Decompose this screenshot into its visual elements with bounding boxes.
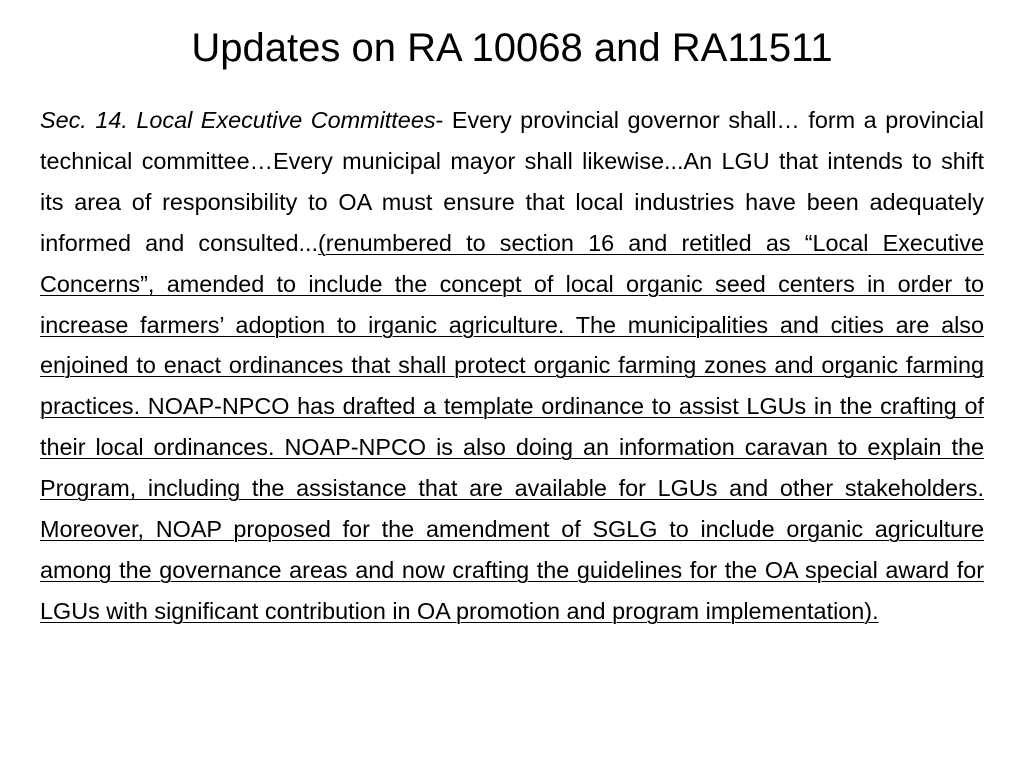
slide-body-paragraph [40,100,984,632]
slide-title: Updates on RA 10068 and RA11511 [191,26,833,70]
section-heading: Sec. 14. Local Executive Committees [40,107,436,133]
amendment-text: (renumbered to section 16 and retitled as “Local Executive Concerns”, amended to include the concept of local organic seed centers in order to increase farmers’ adoption to irganic agriculture. The municipalities and cities are also enjoined to enact ordinances that shall protect organic farming zones and organic farming practices. NOAP-NPCO has drafted a template ordinance to assist LGUs in the crafting of their local ordinances. NOAP-NPCO is also doing an information caravan to explain the Program, including the assistance that are available for LGUs and other stakeholders. Moreover, NOAP proposed for the amendment of SGLG to include organic agriculture among the governance areas and now crafting the guidelines for the OA special award for LGUs with significant contribution in OA promotion and program implementation). [40,229,985,624]
original-provision-text: - Every provincial governor shall… form a provincial technical committee…Every municipal mayor shall likewise...An LGU that intends to shift its area of responsibility to OA must ensure that local industries have been adequately informed and consulted... [40,107,984,256]
